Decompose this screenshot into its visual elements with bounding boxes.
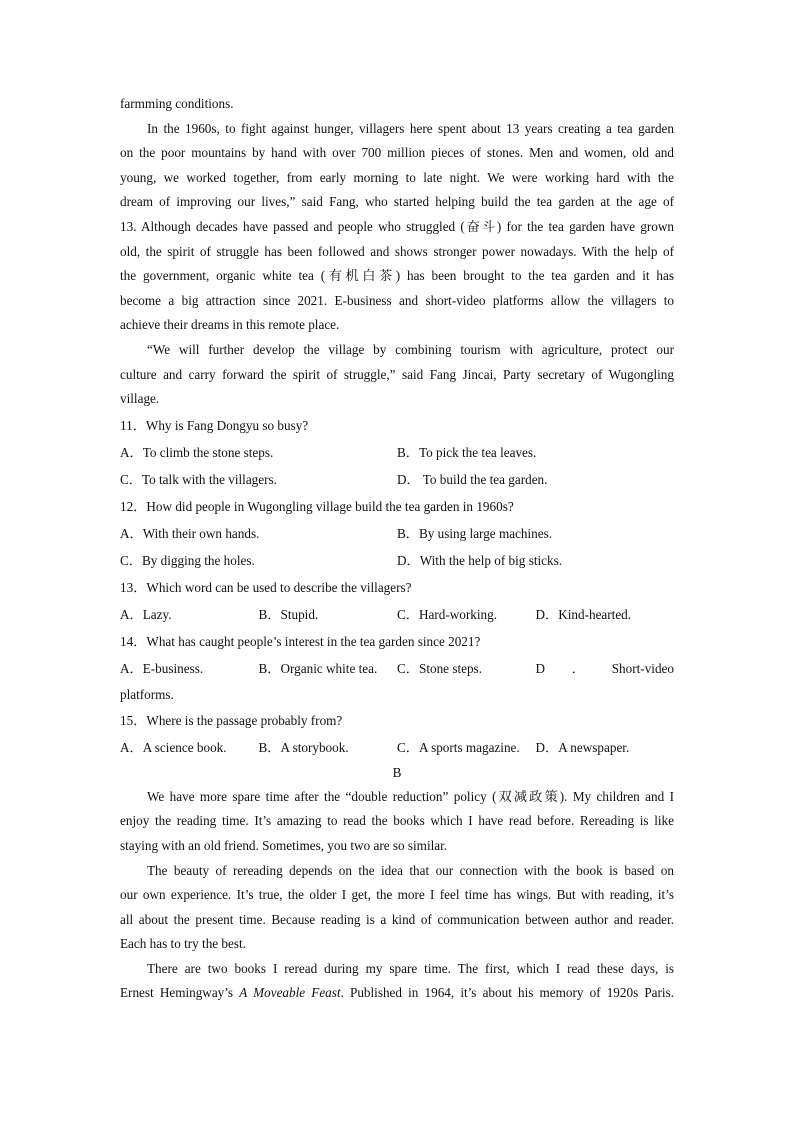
option-d[interactable] <box>536 655 675 682</box>
text-line: the government, organic white tea (有机白茶) has been brought to the tea garden and it has <box>120 268 674 284</box>
section-label-b: B <box>392 764 402 780</box>
option-b[interactable]: B．By using large machines. <box>397 525 553 541</box>
option-c[interactable]: C．To talk with the villagers. <box>120 471 277 487</box>
paragraph-b1 <box>120 785 674 859</box>
option-d-dot: ． <box>571 660 585 676</box>
text-line: our own experience. It’s true, the older I get, the more I feel time has wings. But with reading, it’s <box>120 887 674 903</box>
text-line: We have more spare time after the “double reduction” policy (双减政策). My children and I <box>147 788 674 804</box>
option-c[interactable]: C．By digging the holes. <box>120 552 255 568</box>
option-d[interactable]: D．With the help of big sticks. <box>397 552 563 568</box>
paragraph-b3 <box>120 957 674 1006</box>
options-row <box>120 734 674 761</box>
option-a[interactable]: A．With their own hands. <box>120 525 260 541</box>
option-b[interactable]: B．Stupid. <box>258 606 319 622</box>
text-line: “We will further develop the village by combining tourism with agriculture, protect our <box>147 341 674 357</box>
text-fragment: Ernest Hemingway’s <box>120 985 240 1001</box>
question-13 <box>120 574 674 628</box>
question-stem: 13．Which word can be used to describe the villagers? <box>120 579 412 595</box>
paragraph-a1 <box>120 117 674 338</box>
options-row <box>120 655 674 682</box>
option-b[interactable]: B．Organic white tea. <box>258 660 378 676</box>
option-c[interactable]: C．Hard-working. <box>397 606 497 622</box>
text-line: achieve their dreams in this remote place. <box>120 317 340 333</box>
text-line: village. <box>120 391 160 407</box>
text-line: young, we worked together, from early morning to late night. We were working hard with the <box>120 169 674 185</box>
options-row <box>120 466 674 493</box>
text-line: Each has to try the best. <box>120 936 246 952</box>
text-line <box>120 981 674 1006</box>
question-stem: 11．Why is Fang Dongyu so busy? <box>120 417 309 433</box>
paragraph-tail: farmming conditions. <box>120 96 234 111</box>
option-d-continuation: platforms. <box>120 686 174 702</box>
text-line: There are two books I reread during my spare time. The first, which I read these days, is <box>147 960 674 976</box>
option-a[interactable]: A．E-business. <box>120 660 204 676</box>
paragraph-b2 <box>120 859 674 957</box>
text-line: become a big attraction since 2021. E-business and short-video platforms allow the villagers to <box>120 292 674 308</box>
text-line: culture and carry forward the spirit of struggle,” said Fang Jincai, Party secretary of Wugongling <box>120 366 674 382</box>
option-d[interactable]: D．A newspaper. <box>535 739 630 755</box>
option-d-letter: D <box>535 660 546 676</box>
text-line: all about the present time. Because reading is a kind of communication between author and reader. <box>120 911 674 927</box>
text-line: The beauty of rereading depends on the idea that our connection with the book is based on <box>147 862 674 878</box>
text-line: staying with an old friend. Sometimes, you two are so similar. <box>120 837 448 853</box>
text-line: on the poor mountains by hand with over 700 million pieces of stones. Men and women, old and <box>120 145 674 161</box>
question-11 <box>120 412 674 493</box>
text-fragment: . Published in 1964, it’s about his memory of 1920s Paris. <box>340 985 674 1001</box>
text-line: enjoy the reading time. It’s amazing to read the books which I have read before. Rereading is like <box>120 813 674 829</box>
question-stem: 14．What has caught people’s interest in the tea garden since 2021? <box>120 633 481 649</box>
text-line: dream of improving our lives,” said Fang, who started helping build the tea garden at the age of <box>120 194 674 210</box>
option-c[interactable]: C．Stone steps. <box>397 660 482 676</box>
question-stem: 15．Where is the passage probably from? <box>120 712 343 728</box>
options-row <box>120 439 674 466</box>
paragraph-a2 <box>120 338 674 412</box>
option-d[interactable]: D．Kind-hearted. <box>535 606 632 622</box>
text-line: 13. Although decades have passed and people who struggled (奋斗) for the tea garden have grown <box>120 218 674 234</box>
option-d[interactable]: D． To build the tea garden. <box>397 471 548 487</box>
question-15 <box>120 707 674 761</box>
text-line: In the 1960s, to fight against hunger, villagers here spent about 13 years creating a tea garden <box>147 120 674 136</box>
options-row <box>120 547 674 574</box>
text-line: old, the spirit of struggle has been followed and shows stronger power nowadays. With the help of <box>120 243 674 259</box>
question-12 <box>120 493 674 574</box>
book-title: A Moveable Feast <box>239 985 341 1001</box>
option-c[interactable]: C．A sports magazine. <box>397 739 520 755</box>
options-row <box>120 601 674 628</box>
option-a[interactable]: A．To climb the stone steps. <box>120 444 274 460</box>
option-a[interactable]: A．A science book. <box>120 739 227 755</box>
option-a[interactable]: A．Lazy. <box>120 606 172 622</box>
question-14 <box>120 628 674 707</box>
option-b[interactable]: B．A storybook. <box>258 739 349 755</box>
option-b[interactable]: B．To pick the tea leaves. <box>397 444 537 460</box>
question-stem: 12．How did people in Wugongling village build the tea garden in 1960s? <box>120 498 514 514</box>
option-d-text: Short-video <box>611 660 674 676</box>
exam-page <box>120 92 674 1006</box>
options-row <box>120 520 674 547</box>
